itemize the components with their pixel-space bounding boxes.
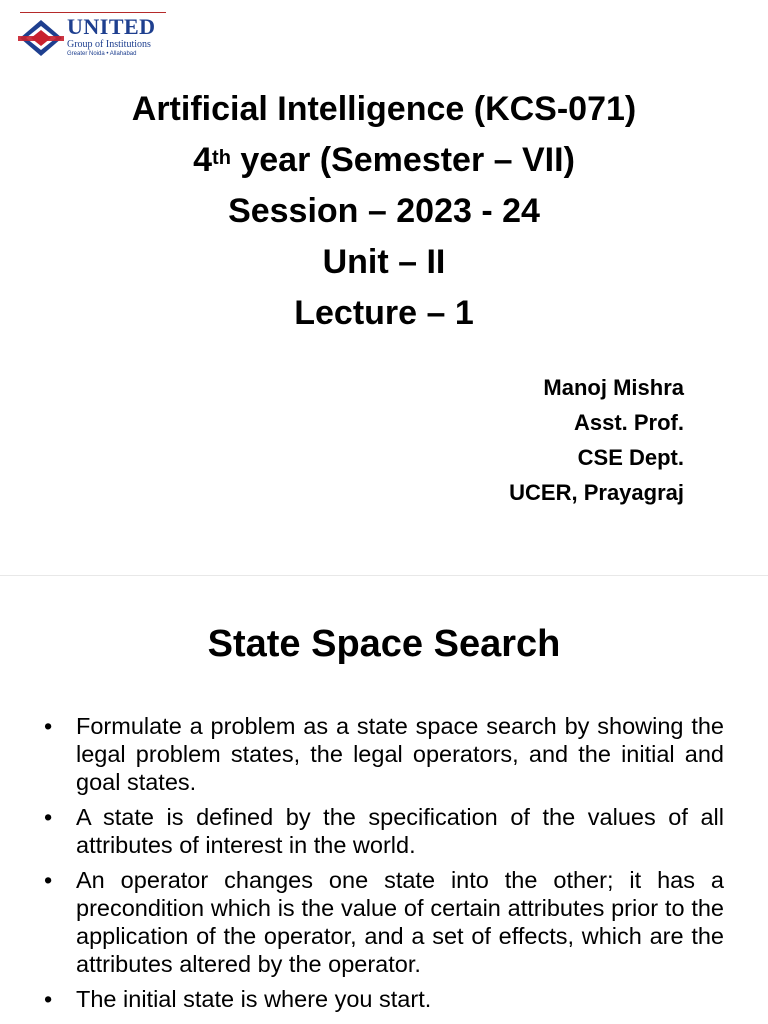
author-designation: Asst. Prof. [573,410,684,435]
bullet-icon: • [44,804,53,830]
slide-2 [0,575,768,1024]
course-title: Artificial Intelligence (KCS-071) [131,90,637,128]
session: Session – 2023 - 24 [228,192,540,230]
list-item: • A state is defined by the specification of the values of all attributes of interest in the world. [44,804,724,858]
list-item: • The initial state is where you start. [44,986,432,1012]
list-item: • Formulate a problem as a state space search by showing the legal problem states, the legal operators, and the initial and goal states. [44,713,724,795]
unit: Unit – II [322,243,446,281]
bullet-icon: • [44,713,53,739]
bullet-icon: • [44,867,53,893]
list-item: • An operator changes one state into the other; it has a precondition which is the value of certain attributes prior to the application of the operator, and a set of effects, which are the attributes altered by the operator. [44,867,724,977]
logo-rule [20,12,166,13]
author-department: CSE Dept. [577,445,684,470]
author-name: Manoj Mishra [543,375,684,400]
logo-locations: Greater Noida • Allahabad [67,51,137,57]
year-semester: 4th year (Semester – VII) [193,141,575,179]
logo-subtitle: Group of Institutions [67,39,151,50]
author-institution: UCER, Prayagraj [509,480,684,505]
institution-logo [18,14,168,60]
logo-name: UNITED [67,14,156,39]
lecture-number: Lecture – 1 [294,294,474,332]
bullet-icon: • [44,986,53,1012]
author-block [509,370,684,510]
united-emblem-icon [18,18,64,58]
slide-title: State Space Search [207,623,561,665]
bullet-list [44,712,724,1020]
lecture-title-block [0,84,768,339]
